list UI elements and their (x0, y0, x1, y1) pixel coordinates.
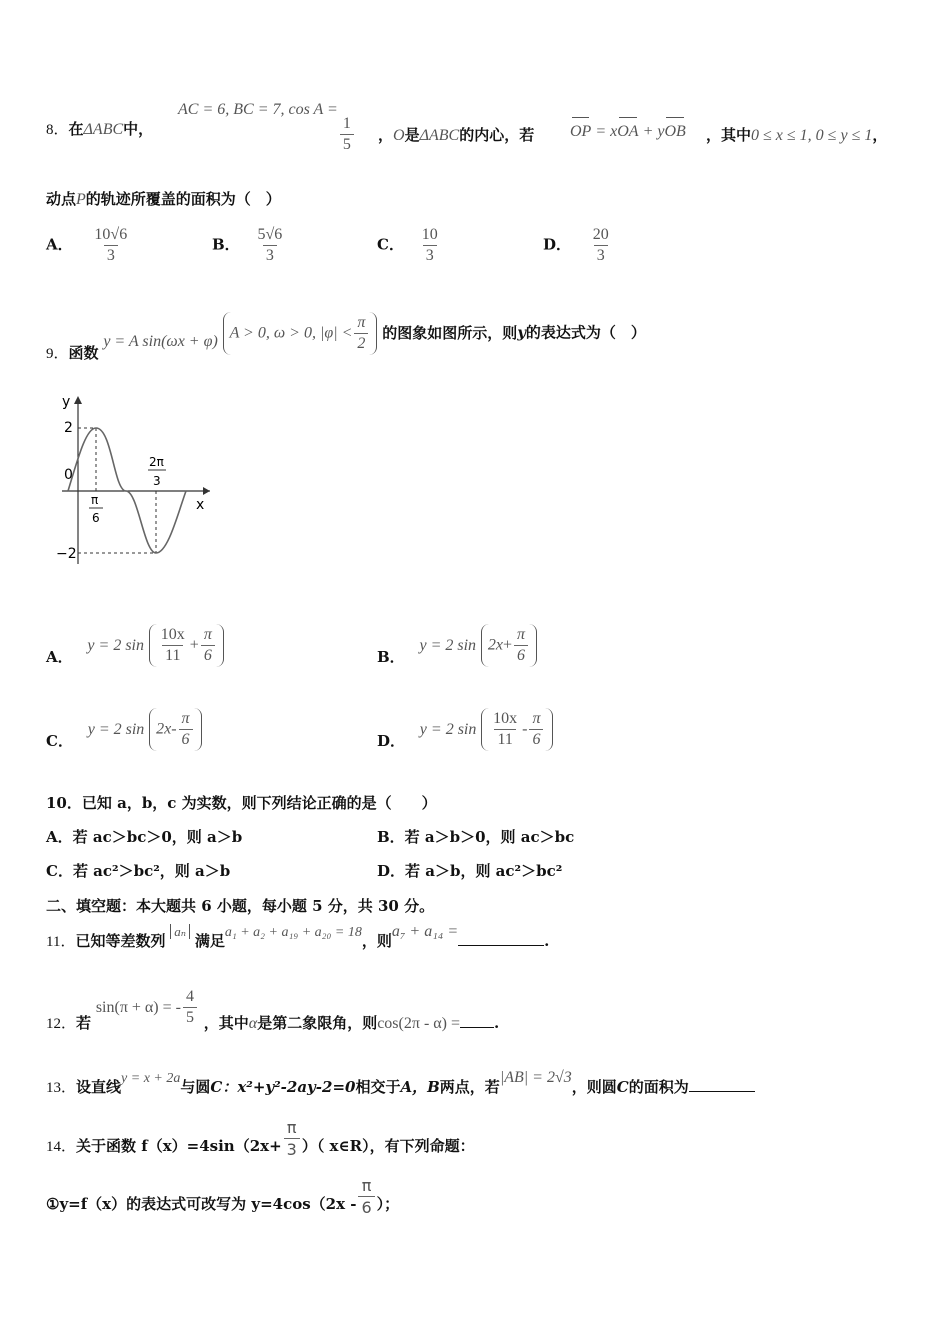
x-tick-pi6-num: π (91, 493, 99, 507)
x-axis-arrow-icon (203, 487, 210, 495)
x-tick-pi6-den: 6 (92, 511, 100, 525)
q9-option-b[interactable]: B． y = 2 sin 2x+ $\frac{\pi}{6}$ (377, 624, 537, 667)
q12-line: 12．若 sin(π + α) = - $\frac{4}{5}$ ，其中α是第二象限角，则cos(2π - α) = . (46, 988, 500, 1032)
x-tick-2pi3-den: 3 (153, 474, 161, 488)
q8-line1c: ，其中0 ≤ x ≤ 1, 0 ≤ y ≤ 1， (706, 126, 888, 144)
x-tick-2pi3-num: 2π (149, 455, 164, 469)
q10-option-d[interactable]: D．若 a＞b，则 ac²＞bc² (377, 862, 563, 880)
q11-answer-blank[interactable] (458, 945, 544, 946)
q13-answer-blank[interactable] (689, 1091, 755, 1092)
q11-line: 11．已知等差数列 aₙ 满足a₁ + a₂ + a₁₉ + a₂₀ = 18，则a₇ + a₁₄ =. (46, 923, 550, 950)
q12-answer-blank[interactable] (460, 1027, 494, 1028)
x-label: x (196, 497, 205, 513)
q8-option-d[interactable]: D． $\frac{20}{3}$ (543, 226, 609, 264)
q9-option-d[interactable]: D． y = 2 sin $\frac{10x}{11}$ - $\frac{\pi}{6}$ (377, 708, 553, 751)
q13-line: 13．设直线y = x + 2a与圆C：x²+y²-2ay-2=0相交于A，B两点，若|AB| = 2√3，则圆C的面积为 (46, 1066, 755, 1087)
q12-fraction: $\frac{4}{5}$ (183, 988, 197, 1027)
q9-sine-graph (52, 388, 222, 578)
q8-number: 8． (46, 122, 69, 138)
q8-option-a[interactable]: A． $\frac{10√6}{3}$ (46, 226, 128, 264)
y-axis-arrow-icon (74, 396, 82, 404)
q10-option-a[interactable]: A．若 ac＞bc＞0，则 a＞b (46, 828, 243, 846)
y-tick-bottom: −2 (56, 546, 77, 562)
q14-item-1: ①y=f（x）的表达式可改写为 y=4cos（2x - $\frac{\pi}{6}$ ）； (46, 1176, 400, 1217)
q9-stem: 9．函数 y = A sin(ωx + φ) A > 0, ω > 0, |φ| < $\frac{\pi}{2}$ 的图象如图所示，则y的表达式为（ ） (46, 314, 646, 362)
q9-condition: A > 0, ω > 0, |φ| < $\frac{\pi}{2}$ (223, 312, 378, 355)
q8-line2: 动点P的轨迹所覆盖的面积为（ ） (46, 190, 281, 208)
y-label: y (62, 394, 71, 410)
q10-option-c[interactable]: C．若 ac²＞bc²，则 a＞b (46, 862, 231, 880)
section-2-header: 二、填空题：本大题共 6 小题，每小题 5 分，共 30 分。 (46, 897, 435, 915)
q8-vector-equation: OP = xOA + yOB (570, 123, 686, 140)
q11-sequence: aₙ (170, 924, 190, 939)
q9-option-c[interactable]: C． y = 2 sin 2x- $\frac{\pi}{6}$ (46, 708, 202, 751)
q14-stem: 14．关于函数 f（x）=4sin（2x+ $\frac{\pi}{3}$ ）（ x∈R），有下列命题： (46, 1118, 475, 1159)
y-tick-top: 2 (64, 420, 73, 436)
y-tick-zero: 0 (64, 467, 73, 483)
q8-cos-fraction: $\frac{1}{5}$ (340, 115, 354, 154)
q8-line1b: ，O是ΔABC的内心，若 (378, 126, 535, 144)
q8-option-c[interactable]: C． $\frac{10}{3}$ (377, 226, 438, 264)
q10-option-b[interactable]: B．若 a＞b＞0，则 ac＞bc (377, 828, 575, 846)
q8-option-b[interactable]: B． $\frac{5√6}{3}$ (212, 226, 283, 264)
q9-option-a[interactable]: A． y = 2 sin $\frac{10x}{11}$ + $\frac{\pi}{6}$ (46, 624, 224, 667)
q10-stem: 10．已知 a，b，c 为实数，则下列结论正确的是（ ） (46, 794, 437, 812)
q8-condition: AC = 6, BC = 7, cos A = $\frac{1}{5}$ (178, 100, 356, 154)
q8-line1: 8．在ΔABC中， (46, 120, 154, 138)
